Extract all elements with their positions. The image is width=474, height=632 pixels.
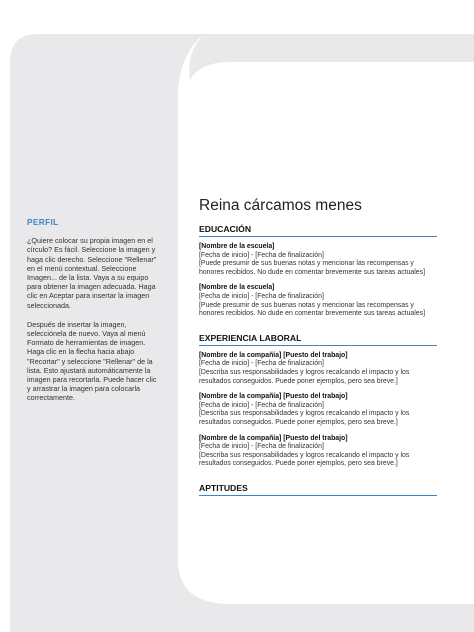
education-entry [199, 284, 437, 318]
entry-description: [Puede presumir de sus buenas notas y mencionar las recompensas y honores recibidos. No dude en comentar brevemente sus tareas actuales] [199, 260, 425, 276]
job-title: [Nombre de la compañía] [Puesto del trabajo] [199, 393, 348, 401]
entry-description: [Describa sus responsabilidades y logros recalcando el impacto y los resultados conseguidos. Puede poner ejemplos, pero sea breve.] [199, 410, 410, 426]
entry-description: [Describa sus responsabilidades y logros recalcando el impacto y los resultados conseguidos. Puede poner ejemplos, pero sea breve.] [199, 368, 410, 385]
skills-heading: APTITUDES [199, 483, 437, 496]
experience-section [199, 333, 437, 469]
school-name: [Nombre de la escuela] [199, 284, 275, 292]
experience-entry [199, 435, 437, 469]
entry-description: [Puede presumir de sus buenas notas y mencionar las recompensas y honores recibidos. No dude en comentar brevemente sus tareas actuales] [199, 301, 425, 318]
entry-dates: [Fecha de inicio] - [Fecha de finalización] [199, 401, 324, 409]
profile-section [27, 218, 162, 413]
profile-paragraph: ¿Quiere colocar su propia imagen en el círculo? Es fácil. Seleccione la imagen y haga clic derecho. Seleccione "Rellenar" en el menú contextual. Seleccione Imagen... de la lista. Vaya a su equipo para obtener la imagen adecuada. Haga clic en Aceptar para insertar la imagen seleccionada. [27, 236, 157, 310]
entry-dates: [Fecha de inicio] - [Fecha de finalización] [199, 292, 324, 300]
education-section [199, 224, 437, 319]
education-entry [199, 243, 437, 277]
job-title: [Nombre de la compañía] [Puesto del trabajo] [199, 351, 348, 359]
education-heading: EDUCACIÓN [199, 224, 437, 237]
entry-description: [Describa sus responsabilidades y logros recalcando el impacto y los resultados conseguidos. Puede poner ejemplos, pero sea breve.] [199, 451, 410, 468]
entry-dates: [Fecha de inicio] - [Fecha de finalización] [199, 360, 324, 368]
entry-dates: [Fecha de inicio] - [Fecha de finalización] [199, 251, 324, 259]
profile-paragraph: Después de insertar la imagen, selecciónela de nuevo. Vaya al menú Formato de herramientas de imagen. Haga clic en la flecha hacia abajo "Recortar" y seleccione "Rellenar" de la lista. Esto ajustará automáticamente la imagen para recortarla. Puede hacer clic y arrastrar la imagen para colocarla correctamente. [27, 319, 157, 403]
job-title: [Nombre de la compañía] [Puesto del trabajo] [199, 434, 348, 442]
experience-heading: EXPERIENCIA LABORAL [199, 333, 437, 346]
experience-entry [199, 352, 437, 386]
main-column [199, 196, 437, 510]
experience-entry [199, 393, 437, 427]
school-name: [Nombre de la escuela] [199, 243, 275, 250]
person-name: Reina cárcamos menes [199, 197, 362, 214]
entry-dates: [Fecha de inicio] - [Fecha de finalización] [199, 443, 324, 451]
skills-section [199, 483, 437, 496]
profile-heading: PERFIL [27, 217, 59, 227]
